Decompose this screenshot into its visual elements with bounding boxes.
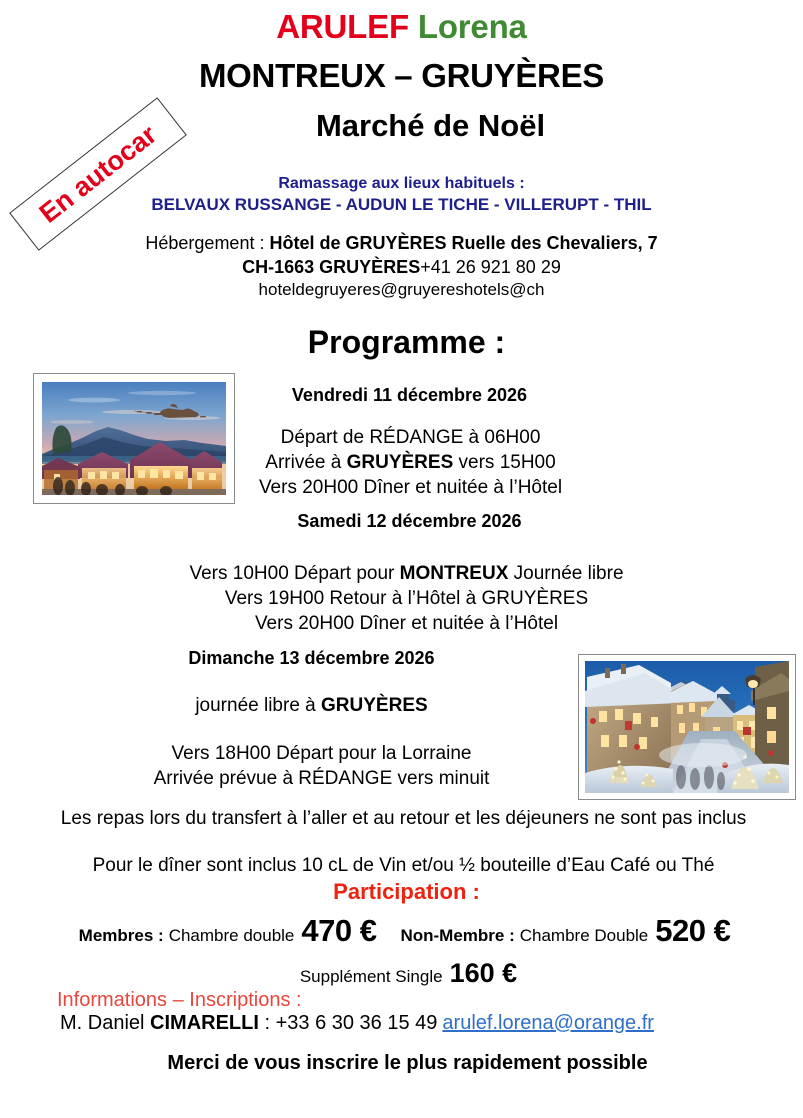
- schedule-emphasis: GRUYÈRES: [346, 452, 454, 473]
- accommodation-name: Hôtel de GRUYÈRES Ruelle des Chevaliers, 7: [269, 233, 658, 253]
- participation-title: Participation :: [333, 879, 480, 904]
- schedule-text: Arrivée à: [265, 452, 347, 473]
- closing-message: Merci de vous inscrire le plus rapidement possible: [167, 1052, 648, 1074]
- day-heading-saturday: Samedi 12 décembre 2026: [297, 511, 522, 531]
- member-price: 470 €: [301, 913, 377, 948]
- schedule-text: Journée libre: [508, 563, 624, 584]
- schedule-emphasis: GRUYÈRES: [321, 695, 428, 716]
- schedule-text: Départ de RÉDANGE à 06H00: [280, 427, 541, 448]
- schedule-line: [0, 741, 643, 766]
- member-label: Membres :: [78, 926, 164, 945]
- schedule-text: Vers 19H00 Retour à l’Hôtel à GRUYÈRES: [224, 588, 589, 609]
- schedule-text: Vers 20H00 Dîner et nuitée à l’Hôtel: [258, 477, 563, 498]
- price-row: [0, 913, 803, 949]
- org-name-secondary: Lorena: [417, 8, 527, 45]
- schedule-text: Vers 20H00 Dîner et nuitée à l’Hôtel: [254, 613, 559, 634]
- member-room-type: Chambre double: [168, 926, 295, 945]
- dinner-note: Pour le dîner sont inclus 10 cL de Vin et/ou ½ bouteille d’Eau Café ou Thé: [92, 855, 715, 876]
- org-name-primary: ARULEF: [276, 8, 409, 45]
- contact-email-link[interactable]: arulef.lorena@orange.fr: [442, 1012, 654, 1034]
- schedule-line: [10, 561, 803, 586]
- organisation-title: [0, 8, 803, 46]
- member-price-group: [79, 913, 377, 949]
- nonmember-label: Non-Membre :: [400, 926, 515, 945]
- schedule-text: Vers 18H00 Départ pour la Lorraine: [171, 743, 472, 764]
- contact-name: CIMARELLI: [150, 1012, 259, 1034]
- transport-stamp-label: En autocar: [33, 118, 162, 229]
- christmas-market-photo-frame: [33, 373, 235, 504]
- schedule-line: [0, 693, 623, 718]
- accommodation-line: [0, 233, 803, 254]
- contact-prefix: M. Daniel: [60, 1012, 151, 1034]
- accommodation-email: hoteldegruyeres@gruyereshotels@ch: [258, 280, 545, 299]
- single-supplement-label: Supplément Single: [299, 967, 443, 986]
- single-supplement-row: [0, 958, 803, 989]
- meals-note: Les repas lors du transfert à l’aller et au retour et les déjeuners ne sont pas inclus: [60, 808, 747, 829]
- day-heading-sunday: Dimanche 13 décembre 2026: [188, 648, 435, 668]
- accommodation-city-line: [0, 257, 803, 278]
- nonmember-room-type: Chambre Double: [519, 926, 649, 945]
- schedule-line: [10, 586, 803, 611]
- nonmember-price: 520 €: [655, 913, 731, 948]
- day-detail-saturday: [0, 561, 803, 636]
- schedule-emphasis: MONTREUX: [399, 563, 509, 584]
- christmas-market-photo: [42, 382, 226, 495]
- schedule-text: journée libre à: [195, 695, 322, 716]
- gruyeres-village-photo-frame: [578, 654, 796, 800]
- programme-title: Programme :: [307, 324, 506, 360]
- pickup-locations: BELVAUX RUSSANGE - AUDUN LE TICHE - VILLERUPT - THIL: [151, 195, 652, 214]
- contact-phone: : +33 6 30 36 15 49: [258, 1012, 438, 1034]
- schedule-line: [10, 611, 803, 636]
- info-heading: Informations – Inscriptions :: [57, 989, 302, 1011]
- nonmember-price-group: [400, 913, 730, 949]
- contact-line: [60, 1012, 654, 1035]
- event-subtitle: Marché de Noël: [315, 108, 546, 143]
- route-title: MONTREUX – GRUYÈRES: [198, 57, 605, 94]
- accommodation-label: Hébergement :: [145, 233, 270, 253]
- schedule-text: Arrivée prévue à RÉDANGE vers minuit: [153, 768, 490, 789]
- schedule-text: vers 15H00: [453, 452, 556, 473]
- gruyeres-village-photo: [585, 661, 789, 793]
- single-supplement-price: 160 €: [449, 958, 518, 988]
- schedule-line: [0, 766, 643, 791]
- day-heading-friday: Vendredi 11 décembre 2026: [291, 385, 528, 405]
- pickup-heading: Ramassage aux lieux habituels :: [278, 175, 525, 192]
- accommodation-city: CH-1663 GRUYÈRES: [242, 257, 421, 277]
- accommodation-phone: +41 26 921 80 29: [420, 257, 561, 277]
- schedule-text: Vers 10H00 Départ pour: [189, 563, 400, 584]
